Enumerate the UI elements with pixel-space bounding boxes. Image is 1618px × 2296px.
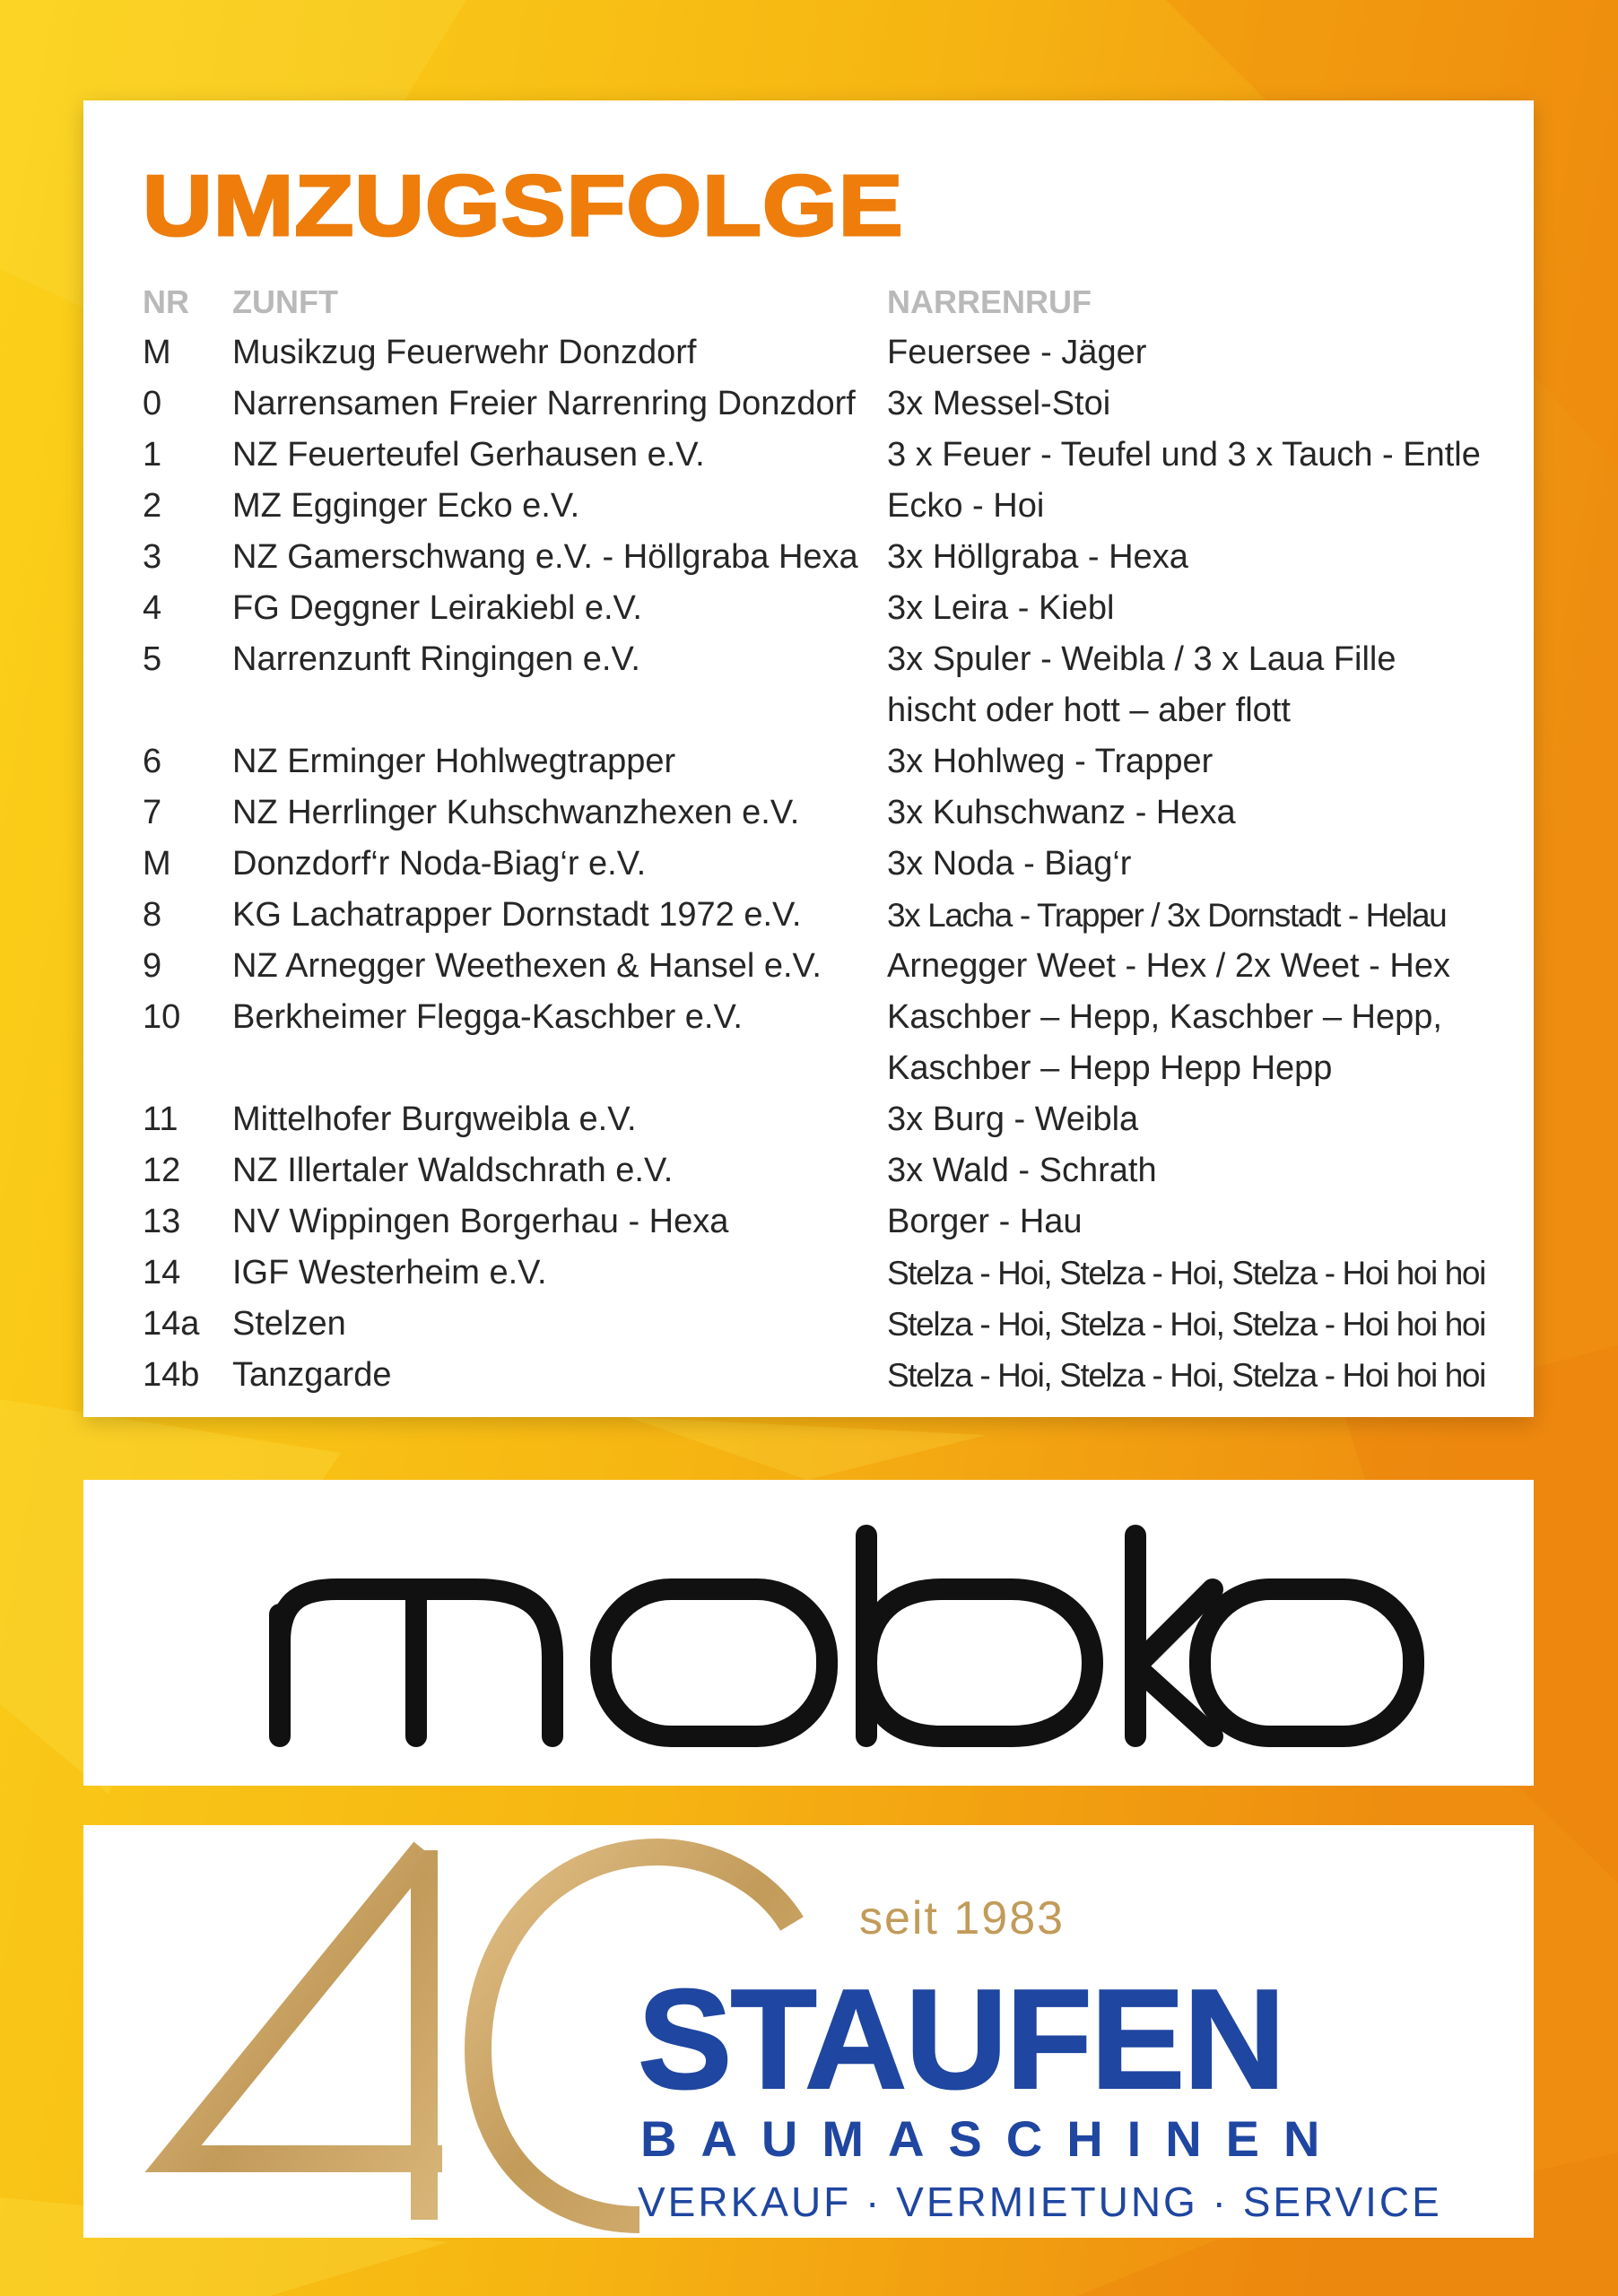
row-narrenruf: 3x Noda - Biag‘r (887, 845, 1132, 883)
row-narrenruf: Borger - Hau (887, 1203, 1083, 1240)
row-narrenruf: Stelza - Hoi, Stelza - Hoi, Stelza - Hoi hoi hoi (887, 1306, 1485, 1343)
row-nr: 5 (143, 640, 162, 678)
row-narrenruf: 3 x Feuer - Teufel und 3 x Tauch - Entle (887, 436, 1481, 474)
row-narrenruf: 3x Höllgraba - Hexa (887, 538, 1188, 576)
row-narrenruf: 3x Kuhschwanz - Hexa (887, 794, 1236, 831)
row-zunft: Donzdorf‘r Noda-Biag‘r e.V. (232, 845, 647, 883)
brand-name: STAUFEN (638, 1961, 1284, 2118)
row-zunft: Narrensamen Freier Narrenring Donzdorf (232, 385, 856, 422)
row-nr: 0 (143, 385, 162, 422)
row-zunft: Tanzgarde (232, 1356, 392, 1394)
row-narrenruf: 3x Burg - Weibla (887, 1100, 1139, 1138)
row-nr: 13 (143, 1203, 181, 1240)
row-zunft: NV Wippingen Borgerhau - Hexa (232, 1203, 729, 1240)
row-nr: 7 (143, 794, 162, 831)
row-nr: 10 (143, 998, 181, 1036)
table-row (143, 481, 1524, 532)
since-label: seit 1983 (859, 1892, 1066, 1944)
row-zunft: KG Lachatrapper Dornstadt 1972 e.V. (232, 896, 802, 934)
row-nr: 2 (143, 487, 162, 525)
page-title: UMZUGSFOLGE (143, 158, 904, 254)
table-row (143, 992, 1524, 1094)
row-nr: 12 (143, 1152, 181, 1189)
row-narrenruf: 3x Messel-Stoi (887, 385, 1111, 422)
row-zunft: NZ Erminger Hohlwegtrapper (232, 743, 676, 780)
moloko-ad (83, 1480, 1534, 1786)
row-narrenruf: 3x Wald - Schrath (887, 1152, 1157, 1189)
table-row (143, 1350, 1524, 1401)
table-row (143, 532, 1524, 583)
row-narrenruf: 3x Leira - Kiebl (887, 589, 1115, 627)
table-row (143, 736, 1524, 787)
row-zunft: NZ Illertaler Waldschrath e.V. (232, 1152, 674, 1189)
row-zunft: NZ Herrlinger Kuhschwanzhexen e.V. (232, 794, 800, 831)
row-narrenruf: Stelza - Hoi, Stelza - Hoi, Stelza - Hoi hoi hoi (887, 1357, 1485, 1394)
procession-table (143, 276, 1524, 1401)
row-zunft: Musikzug Feuerwehr Donzdorf (232, 334, 697, 371)
row-narrenruf: Kaschber – Hepp, Kaschber – Hepp, Kaschber – Hepp Hepp Hepp (887, 998, 1442, 1087)
row-narrenruf: 3x Spuler - Weibla / 3 x Laua Fille hischt oder hott – aber flott (887, 640, 1396, 729)
row-narrenruf: Ecko - Hoi (887, 487, 1045, 525)
row-nr: 4 (143, 589, 162, 627)
row-nr: 1 (143, 436, 162, 474)
row-nr: 3 (143, 538, 162, 576)
row-zunft: IGF Westerheim e.V. (232, 1254, 547, 1292)
row-zunft: Narrenzunft Ringingen e.V. (232, 640, 640, 678)
row-zunft: NZ Feuerteufel Gerhausen e.V. (232, 436, 705, 474)
table-row (143, 378, 1524, 430)
staufen-ad (83, 1825, 1534, 2238)
row-nr: 14b (143, 1356, 200, 1394)
row-narrenruf: Feuersee - Jäger (887, 334, 1147, 371)
moloko-wordmark-logo (267, 1523, 1424, 1747)
table-row (143, 327, 1524, 378)
row-nr: M (143, 334, 171, 371)
table-row (143, 1248, 1524, 1299)
table-row (143, 1094, 1524, 1145)
row-zunft: Mittelhofer Burgweibla e.V. (232, 1100, 637, 1138)
row-zunft: NZ Arnegger Weethexen & Hansel e.V. (232, 947, 822, 985)
header-nr: NR (143, 283, 189, 320)
row-narrenruf: Arnegger Weet - Hex / 2x Weet - Hex (887, 947, 1450, 985)
row-nr: 6 (143, 743, 162, 780)
row-zunft: Stelzen (232, 1305, 346, 1343)
row-narrenruf: Stelza - Hoi, Stelza - Hoi, Stelza - Hoi hoi hoi (887, 1255, 1485, 1292)
row-zunft: NZ Gamerschwang e.V. - Höllgraba Hexa (232, 538, 858, 576)
table-row (143, 1299, 1524, 1350)
table-row (143, 583, 1524, 634)
table-row (143, 787, 1524, 839)
table-row (143, 839, 1524, 890)
row-zunft: FG Deggner Leirakiebl e.V. (232, 589, 642, 627)
row-nr: 9 (143, 947, 162, 985)
header-zunft: ZUNFT (232, 283, 338, 320)
row-nr: 14 (143, 1254, 181, 1292)
services-line: VERKAUF · VERMIETUNG · SERVICE (638, 2179, 1442, 2225)
table-row (143, 1145, 1524, 1196)
table-row (143, 1196, 1524, 1248)
table-row (143, 430, 1524, 481)
row-narrenruf: 3x Hohlweg - Trapper (887, 743, 1214, 780)
row-zunft: Berkheimer Flegga-Kaschber e.V. (232, 998, 743, 1036)
umzugsfolge-card (83, 100, 1534, 1417)
header-narrenruf: NARRENRUF (887, 283, 1092, 320)
table-row (143, 890, 1524, 941)
table-row (143, 634, 1524, 736)
row-narrenruf: 3x Lacha - Trapper / 3x Dornstadt - Helau (887, 897, 1447, 934)
row-nr: 14a (143, 1305, 200, 1343)
row-nr: 11 (143, 1100, 178, 1138)
row-nr: 8 (143, 896, 162, 934)
table-row (143, 941, 1524, 992)
brand-subtitle: BAUMASCHINEN (640, 2110, 1344, 2167)
row-nr: M (143, 845, 171, 883)
table-header (143, 276, 1524, 327)
row-zunft: MZ Egginger Ecko e.V. (232, 487, 580, 525)
